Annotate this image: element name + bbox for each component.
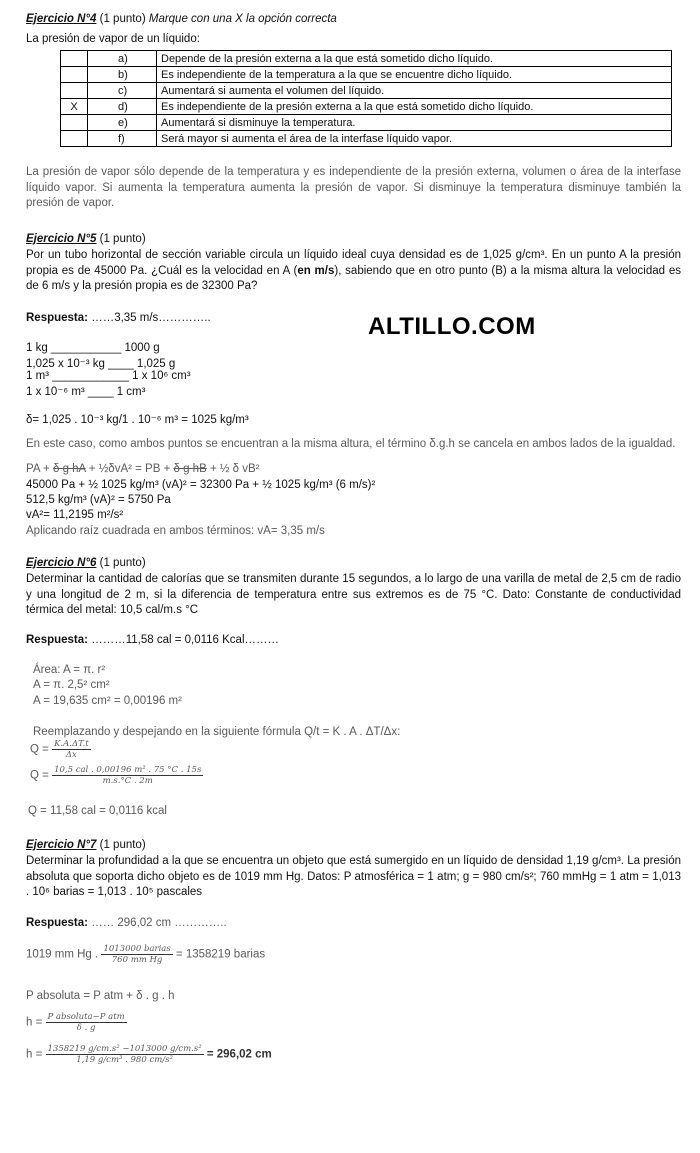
conversion-line: 1 kg ___________ 1000 g [26, 342, 160, 354]
ex5-answer [26, 312, 211, 324]
option-letter: f) [88, 131, 157, 147]
formula-lhs: Q = [30, 743, 49, 756]
ex7-answer [26, 917, 227, 929]
eq-strike-2: δ g hB [173, 463, 207, 475]
ex4-points: (1 punto) [96, 13, 149, 25]
q-formula-1 [30, 739, 91, 760]
barias-conversion [26, 944, 265, 965]
eq-part: + ½ δ vB² [206, 463, 260, 475]
ex4-explanation: La presión de vapor sólo depende de la temperatura y es independiente de la presión externa, volumen o área de la interfase líquido vapor. Si aumenta la temperatura aumenta la presión de vapor. Si disminuye la temperatura disminuye también la presión de vapor. [26, 166, 681, 209]
area-line: A = 19,635 cm² = 0,00196 m² [33, 695, 182, 707]
fraction [52, 765, 203, 786]
ex6-result: Q = 11,58 cal = 0,0116 kcal [28, 805, 167, 817]
option-text: Es independiente de la temperatura a la que se encuentre dicho líquido. [157, 67, 672, 83]
option-mark [61, 115, 88, 131]
bernoulli-equation [26, 463, 260, 475]
formula-lhs: h = [26, 1016, 43, 1029]
fraction [52, 739, 91, 760]
ex5-statement-a: Por un tubo horizontal de sección variable circula un líquido ideal cuya densidad es de 1,025 g/cm³. En un punto A la presión propia es de 45000 Pa. ¿Cuál es la velocidad en A ( [26, 249, 681, 277]
calc-line: Aplicando raíz cuadrada en ambos términos: vA= 3,35 m/s [26, 525, 325, 537]
ex5-points: (1 punto) [96, 233, 146, 245]
option-mark [61, 83, 88, 99]
fraction-denominator: 1,19 g/cm³ . 980 cm/s² [76, 1055, 173, 1065]
ex4-title: Ejercicio N°4 [26, 13, 97, 25]
ex4-heading [26, 13, 337, 25]
ex7-title: Ejercicio N°7 [26, 839, 97, 851]
fraction [46, 1044, 204, 1065]
option-text: Será mayor si aumenta el área de la interfase líquido vapor. [157, 131, 672, 147]
option-row-e[interactable] [61, 115, 672, 131]
option-text: Es independiente de la presión externa a la que está sometido dicho líquido. [157, 99, 672, 115]
fraction-denominator: 760 mm Hg [111, 955, 163, 965]
ex5-statement [26, 248, 681, 295]
formula-lhs: h = [26, 1048, 43, 1061]
ex4-instruction: Marque con una X la opción correcta [148, 13, 337, 25]
ex7-heading [26, 839, 146, 851]
answer-value: ……3,35 m/s………….. [88, 312, 211, 324]
ex5-note: En este caso, como ambos puntos se encuentran a la misma altura, el término δ.g.h se cancela en ambos lados de la igualdad. [26, 438, 676, 450]
h-formula-2 [26, 1044, 272, 1065]
formula-rhs: = 1358219 barias [175, 948, 266, 961]
fraction-numerator: 10,5 cal . 0,00196 m² . 75 °C . 15s [54, 765, 202, 775]
ex6-points: (1 punto) [96, 557, 146, 569]
fraction-numerator: 1358219 g/cm.s² −1013000 g/cm.s² [47, 1044, 202, 1054]
ex6-formula-text: Reemplazando y despejando en la siguiente fórmula Q/t = K . A . ΔT/Δx: [33, 726, 401, 738]
ex5-statement-b: ), sabiendo que en otro punto (B) a la misma altura la velocidad es de 6 m/s y la presión propia es de 32300 Pa? [26, 264, 681, 292]
altillo-watermark: ALTILLO.COM [368, 313, 536, 340]
ex5-density: δ= 1,025 . 10⁻³ kg/1 . 10⁻⁶ m³ = 1025 kg/m³ [26, 414, 249, 426]
area-line: Área: A = π. r² [33, 664, 106, 676]
h-formula-1 [26, 1012, 127, 1033]
fraction [46, 1012, 127, 1033]
conversion-line: 1 m³ ____________ 1 x 10⁶ cm³ [26, 370, 191, 382]
option-row-a[interactable] [61, 51, 672, 67]
formula-lhs: 1019 mm Hg . [26, 948, 99, 961]
conversion-line: 1 x 10⁻⁶ m³ ____ 1 cm³ [26, 386, 146, 398]
eq-part: PA + [26, 463, 53, 475]
ex5-heading [26, 233, 146, 245]
ex6-title: Ejercicio N°6 [26, 557, 97, 569]
ex7-points: (1 punto) [96, 839, 146, 851]
option-letter: e) [88, 115, 157, 131]
option-mark: X [61, 99, 88, 115]
fraction-numerator: P absoluta−P atm [47, 1012, 125, 1022]
ex6-statement: Determinar la cantidad de calorías que se transmiten durante 15 segundos, a lo largo de una varilla de metal de 2,5 cm de radio y una longitud de 2 m, si la diferencia de temperatura entre sus extremos es de 75 °C. Dato: Constante de conductividad térmica del metal: 10,5 cal/m.s °C [26, 573, 681, 616]
option-text: Aumentará si disminuye la temperatura. [157, 115, 672, 131]
calc-line: vA²= 11,2195 m²/s² [26, 509, 124, 521]
ex5-title: Ejercicio N°5 [26, 233, 97, 245]
fraction-numerator: 1013000 barias [103, 944, 171, 954]
option-text: Depende de la presión externa a la que está sometido dicho líquido. [157, 51, 672, 67]
option-row-d[interactable] [61, 99, 672, 115]
formula-lhs: Q = [30, 769, 49, 782]
option-mark [61, 131, 88, 147]
option-mark [61, 51, 88, 67]
answer-value: ………11,58 cal = 0,0116 Kcal……… [88, 634, 280, 646]
fraction [101, 944, 172, 965]
option-letter: a) [88, 51, 157, 67]
conversion-line: 1,025 x 10⁻³ kg ____ 1,025 g [26, 358, 176, 370]
option-letter: d) [88, 99, 157, 115]
fraction-denominator: δ . g [76, 1023, 96, 1033]
area-line: A = π. 2,5² cm² [33, 679, 110, 691]
answer-label: Respuesta: [26, 312, 88, 324]
ex7-statement: Determinar la profundidad a la que se encuentra un objeto que está sumergido en un líquido de densidad 1,19 g/cm³. La presión absoluta que soporta dicho objeto es de 1019 mm Hg. Datos: P atmosférica = 1 atm; g = 980 cm/s²; 760 mmHg = 1 atm = 1,013 . 10⁶ barias = 1,013 . 10⁵ pascales [26, 855, 681, 898]
option-letter: b) [88, 67, 157, 83]
option-mark [61, 67, 88, 83]
option-letter: c) [88, 83, 157, 99]
answer-label: Respuesta: [26, 634, 88, 646]
option-text: Aumentará si aumenta el volumen del líquido. [157, 83, 672, 99]
ex5-statement-bold: en m/s [297, 264, 335, 277]
q-formula-2 [30, 765, 203, 786]
ex6-answer [26, 634, 279, 646]
option-row-b[interactable] [61, 67, 672, 83]
calc-line: 45000 Pa + ½ 1025 kg/m³ (vA)² = 32300 Pa + ½ 1025 kg/m³ (6 m/s)² [26, 479, 376, 491]
eq-part: + ½δvA² = PB + [85, 463, 174, 475]
ex4-options-table [60, 50, 672, 147]
eq-strike-1: δ g hA [52, 463, 86, 475]
answer-label: Respuesta: [26, 917, 88, 929]
fraction-denominator: m.s.°C . 2m [102, 776, 153, 786]
fraction-numerator: K.A.ΔT.t [54, 739, 89, 749]
option-row-c[interactable] [61, 83, 672, 99]
option-row-f[interactable] [61, 131, 672, 147]
calc-line: 512,5 kg/m³ (vA)² = 5750 Pa [26, 494, 171, 506]
answer-value: …… 296,02 cm ………….. [88, 917, 227, 929]
ex6-heading [26, 557, 146, 569]
fraction-denominator: Δx [65, 750, 77, 760]
h-result: = 296,02 cm [206, 1048, 272, 1061]
pabs-equation: P absoluta = P atm + δ . g . h [26, 990, 175, 1002]
ex4-question: La presión de vapor de un líquido: [26, 33, 200, 45]
